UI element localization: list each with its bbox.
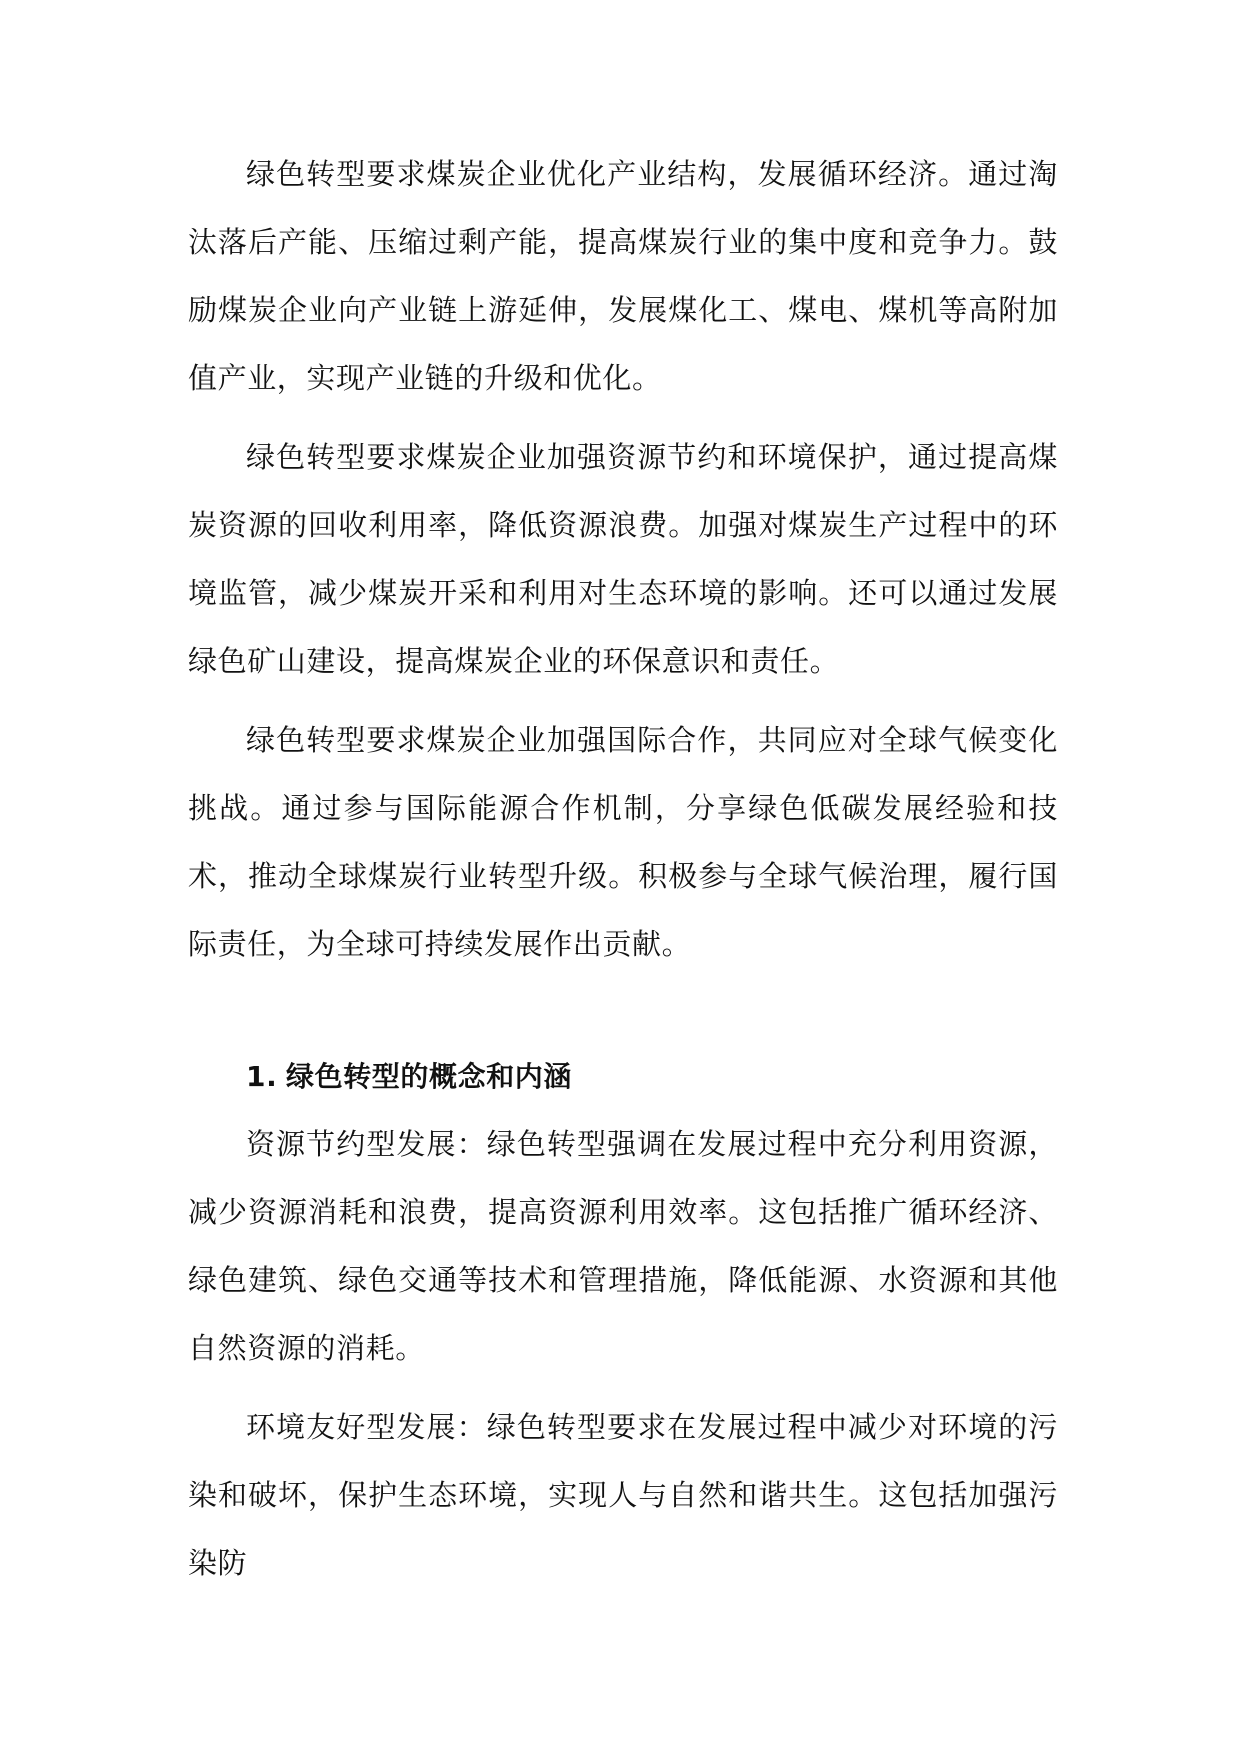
paragraph-international-cooperation: 绿色转型要求煤炭企业加强国际合作，共同应对全球气候变化挑战。通过参与国际能源合作机制，分享绿色低碳发展经验和技术，推动全球煤炭行业转型升级。积极参与全球气候治理，履行国际责任，为全球可持续发展作出贡献。 (188, 723, 1058, 961)
section-title: 绿色转型的概念和内涵 (286, 1060, 573, 1093)
paragraph-resource-saving-development: 资源节约型发展：绿色转型强调在发展过程中充分利用资源，减少资源消耗和浪费，提高资源利用效率。这包括推广循环经济、绿色建筑、绿色交通等技术和管理措施，降低能源、水资源和其他自然资源的消耗。 (188, 1127, 1058, 1365)
section-number: 1. (246, 1060, 278, 1093)
paragraph-resource-conservation: 绿色转型要求煤炭企业加强资源节约和环境保护，通过提高煤炭资源的回收利用率，降低资源浪费。加强对煤炭生产过程中的环境监管，减少煤炭开采和利用对生态环境的影响。还可以通过发展绿色矿山建设，提高煤炭企业的环保意识和责任。 (188, 440, 1058, 678)
paragraph-industrial-structure: 绿色转型要求煤炭企业优化产业结构，发展循环经济。通过淘汰落后产能、压缩过剩产能，提高煤炭行业的集中度和竞争力。鼓励煤炭企业向产业链上游延伸，发展煤化工、煤电、煤机等高附加值产业，实现产业链的升级和优化。 (188, 157, 1058, 395)
section-heading (188, 1044, 1058, 1110)
paragraph-environment-friendly-development: 环境友好型发展：绿色转型要求在发展过程中减少对环境的污染和破坏，保护生态环境，实现人与自然和谐共生。这包括加强污染防 (188, 1410, 1058, 1580)
document-body (188, 140, 1058, 1608)
